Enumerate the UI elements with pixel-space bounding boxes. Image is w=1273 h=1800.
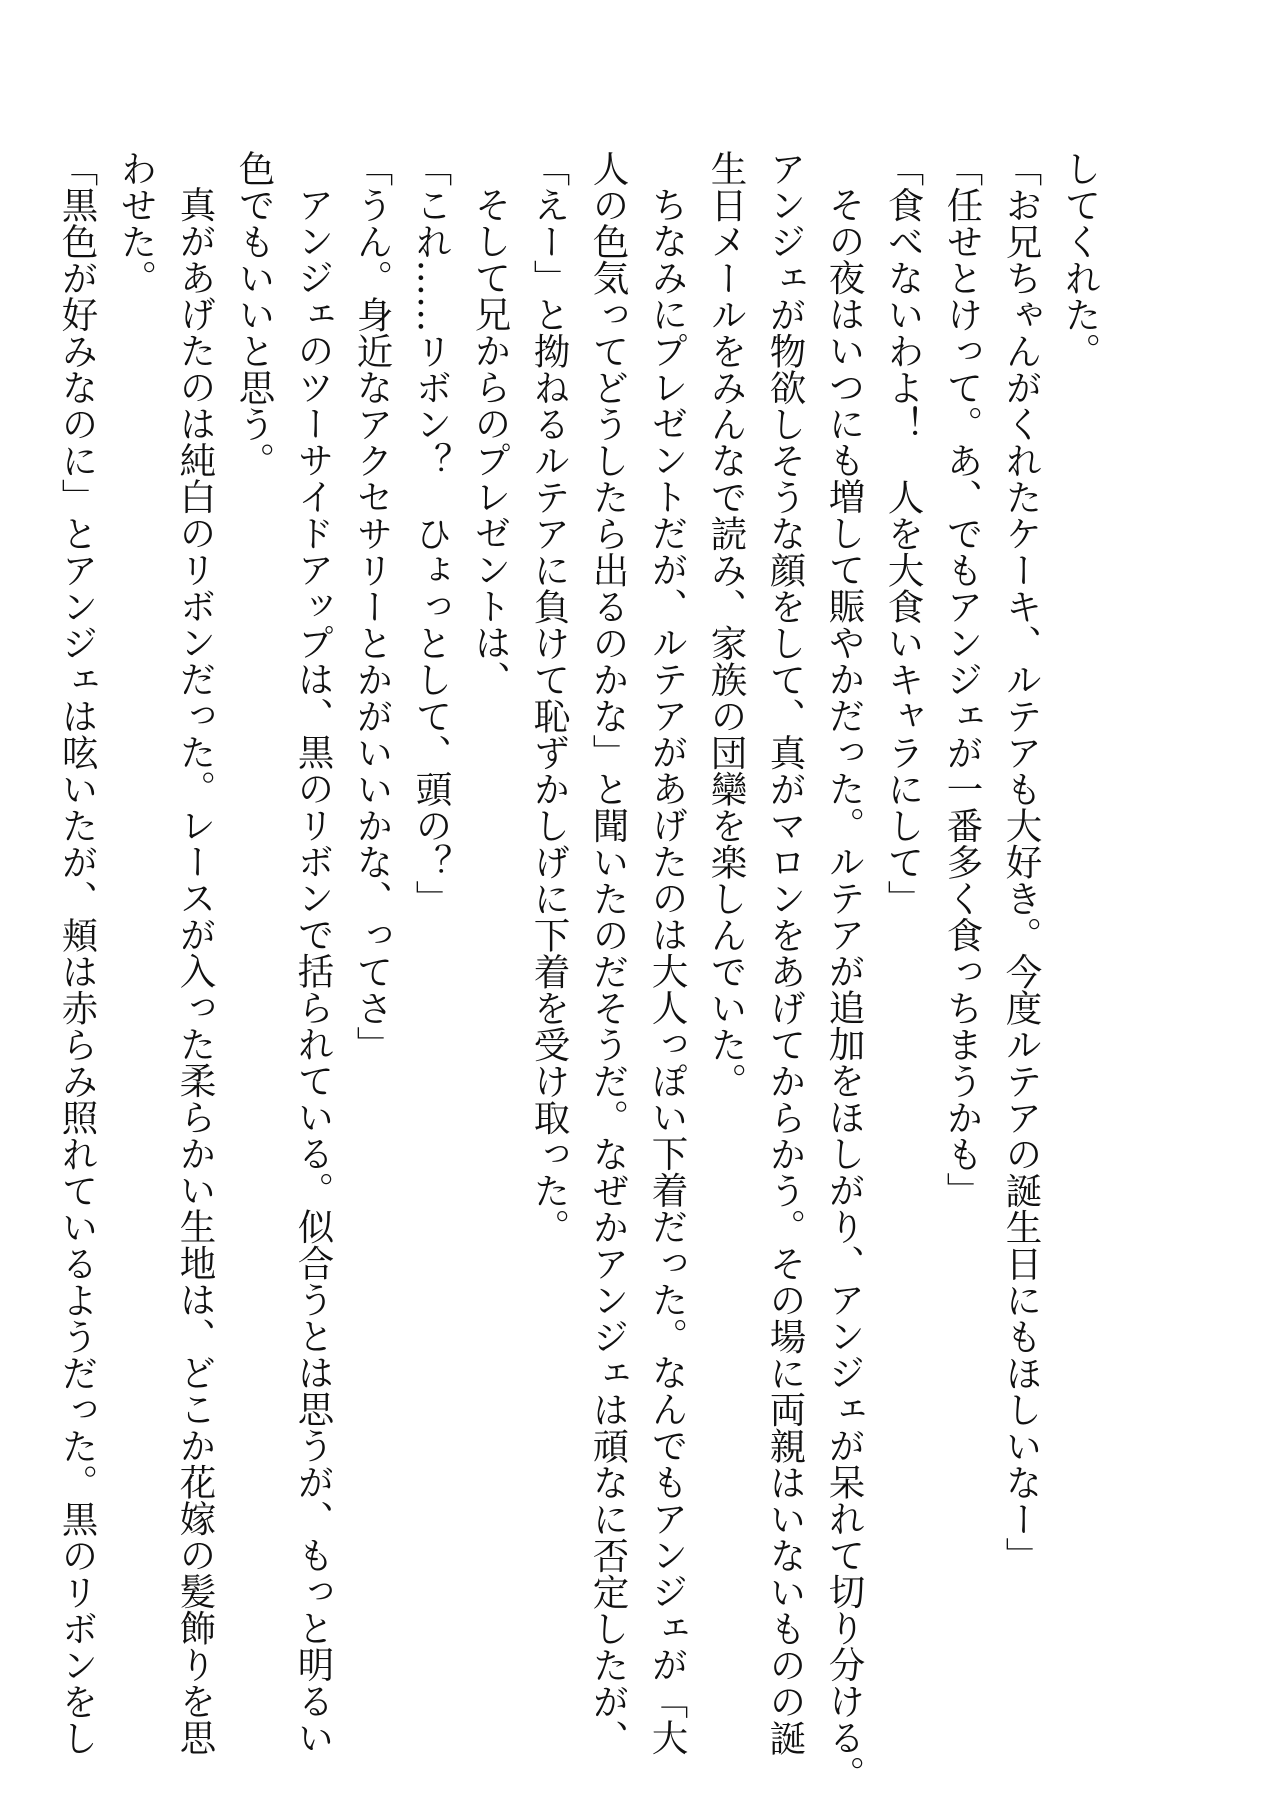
text-line: してくれた。: [1059, 150, 1102, 369]
text-line: 生日メールをみんなで読み、家族の団欒を楽しんでいた。: [705, 150, 748, 1099]
text-line: ちなみにプレゼントだが、ルテアがあげたのは大人っぽい下着だった。なんでもアンジェが「大: [646, 186, 689, 1756]
text-line: 「任せとけって。あ、でもアンジェが一番多く食っちまうかも」: [941, 150, 984, 1209]
text-line: 真があげたのは純白のリボンだった。レースが入った柔らかい生地は、どこか花嫁の髪飾りを思: [174, 186, 217, 1756]
body-text: [56, 150, 1110, 1792]
text-line: その夜はいつにも増して賑やかだった。ルテアが追加をほしがり、アンジェが呆れて切り分ける。: [823, 186, 866, 1792]
text-line: 人の色気ってどうしたら出るのかな」と聞いたのだそうだ。なぜかアンジェは頑なに否定したが、: [587, 150, 630, 1756]
text-line: 「うん。身近なアクセサリーとかがいいかな、ってさ」: [351, 150, 394, 1063]
text-line: そして兄からのプレゼントは、: [469, 186, 512, 697]
text-line: 「えー」と拗ねるルテアに負けて恥ずかしげに下着を受け取った。: [528, 150, 571, 1245]
text-line: わせた。: [115, 150, 158, 296]
text-line: 色でもいいと思う。: [233, 150, 276, 479]
text-line: 「これ……リボン？ ひょっとして、頭の？」: [410, 150, 453, 917]
text-line: アンジェのツーサイドアップは、黒のリボンで括られている。似合うとは思うが、もっと明るい: [292, 186, 335, 1756]
text-line: アンジェが物欲しそうな顔をして、真がマロンをあげてからかう。その場に両親はいないものの誕: [764, 150, 807, 1756]
text-line: 「黒色が好みなのに」とアンジェは呟いたが、頬は赤らみ照れているようだった。黒のリボンをし: [56, 150, 99, 1756]
text-line: 「食べないわよ！ 人を大食いキャラにして」: [882, 150, 925, 917]
text-line: 「お兄ちゃんがくれたケーキ、ルテアも大好き。今度ルテアの誕生日にもほしいなー」: [1000, 150, 1043, 1574]
